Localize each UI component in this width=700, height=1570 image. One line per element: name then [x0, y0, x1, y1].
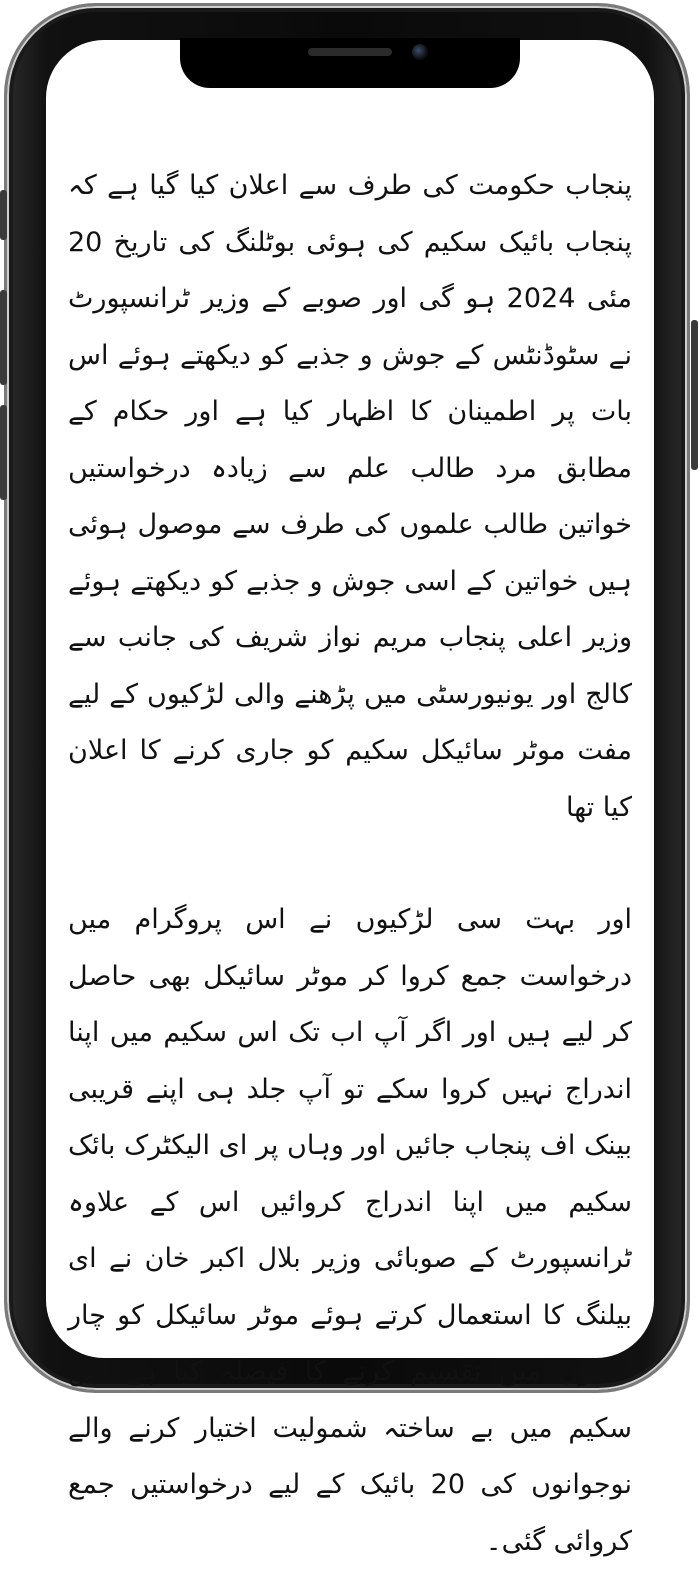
- article-paragraph-2: اور بہت سی لڑکیوں نے اس پروگرام میں درخواست جمع کروا کر موٹر سائیکل بھی حاصل کر لیے ہیں اور اگر آپ اب تک اس سکیم میں اپنا اندراج نہیں کروا سکے تو آپ جلد ہی اپنے قریبی بینک اف پنجاب جائیں اور وہاں پر ای الیکٹرک بائک سکیم میں اپنا اندراج کروائیں اس کے علاوہ ٹرانسپورٹ کے صوبائی وزیر بلال اکبر خان نے ای بیلنگ کا استعمال کرتے ہوئے موٹر سائیکل کو چار حصوں میں تقسیم کرنے کا فیصلہ کیا ہے اس سکیم میں بے ساختہ شمولیت اختیار کرنے والے نوجوانوں کی 20 بائیک کے لیے درخواستیں جمع کروائی گئی۔: [68, 904, 632, 1557]
- power-button: [691, 320, 698, 470]
- silent-switch: [0, 190, 7, 240]
- volume-up-button: [0, 290, 7, 385]
- phone-screen: [46, 40, 654, 1557]
- article-body: [68, 158, 632, 1570]
- phone-notch: [180, 38, 520, 88]
- front-camera-icon: [412, 44, 428, 60]
- volume-down-button: [0, 405, 7, 500]
- article-paragraph-1: پنجاب حکومت کی طرف سے اعلان کیا گیا ہے کہ پنجاب بائیک سکیم کی ہوئی بوٹلنگ کی تاریخ 20 مئی 2024 ہو گی اور صوبے کے وزیر ٹرانسپورٹ نے سٹوڈنٹس کے جوش و جذبے کو دیکھتے ہوئے اس بات پر اطمینان کا اظہار کیا ہے اور حکام کے مطابق مرد طالب علم سے زیادہ درخواستیں خواتین طالب علموں کی طرف سے موصول ہوئی ہیں خواتین کے اسی جوش و جذبے کو دیکھتے ہوئے وزیر اعلی پنجاب مریم نواز شریف کی جانب سے کالج اور یونیورسٹی میں پڑھنے والی لڑکیوں کے لیے مفت موٹر سائیکل سکیم کو جاری کرنے کا اعلان کیا تھا: [68, 170, 632, 823]
- speaker-grille: [308, 48, 392, 56]
